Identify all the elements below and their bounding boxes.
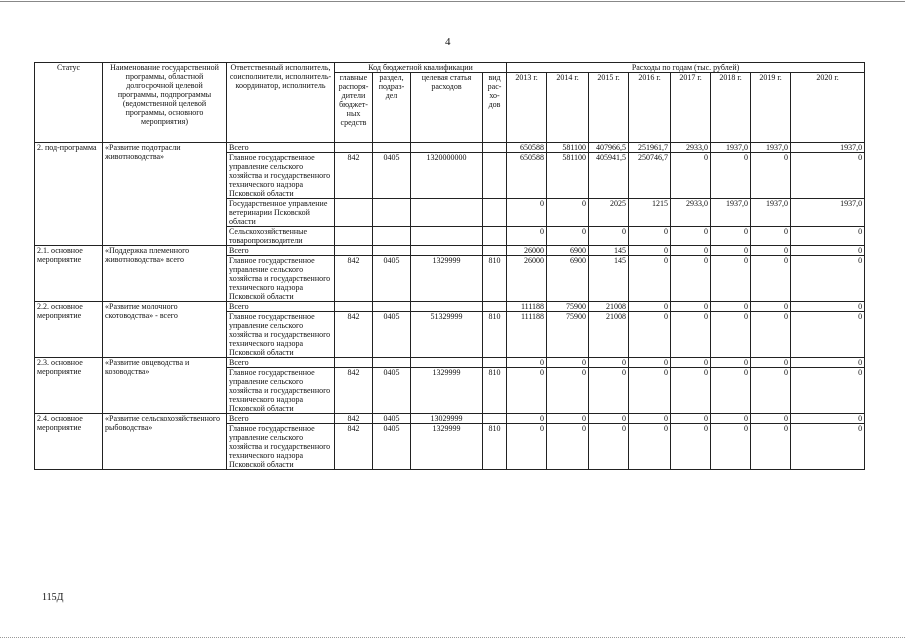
expense-value-cell: 0 xyxy=(507,424,547,470)
target-cell: 1320000000 xyxy=(411,153,483,199)
responsible-cell: Главное государственное управление сельского хозяйства и государственного технического надзора Псковской области xyxy=(227,424,335,470)
responsible-cell: Всего xyxy=(227,246,335,256)
section-cell xyxy=(373,143,411,153)
expense-value-cell: 0 xyxy=(711,358,751,368)
expense-value-cell: 0 xyxy=(589,358,629,368)
expense-value-cell: 26000 xyxy=(507,256,547,302)
header-grbs: главные распоря-дители бюджет-ных средств xyxy=(335,73,373,143)
program-name-cell: «Развитие молочного скотоводства» - всего xyxy=(103,302,227,358)
grbs-cell: 842 xyxy=(335,424,373,470)
expense-value-cell: 1937,0 xyxy=(751,199,791,227)
grbs-cell xyxy=(335,246,373,256)
type-cell: 810 xyxy=(483,312,507,358)
target-cell xyxy=(411,199,483,227)
section-cell xyxy=(373,227,411,246)
expense-value-cell: 0 xyxy=(671,414,711,424)
section-cell xyxy=(373,199,411,227)
expense-value-cell: 0 xyxy=(791,358,865,368)
target-cell: 51329999 xyxy=(411,312,483,358)
target-cell xyxy=(411,302,483,312)
expense-value-cell: 0 xyxy=(791,302,865,312)
expense-value-cell: 0 xyxy=(791,414,865,424)
status-cell: 2.1. основное мероприятие xyxy=(35,246,103,302)
expense-value-cell: 405941,5 xyxy=(589,153,629,199)
expense-value-cell: 0 xyxy=(629,256,671,302)
expense-value-cell: 0 xyxy=(547,199,589,227)
type-cell xyxy=(483,414,507,424)
status-cell: 2.4. основное мероприятие xyxy=(35,414,103,470)
expense-value-cell: 0 xyxy=(711,312,751,358)
target-cell: 1329999 xyxy=(411,256,483,302)
grbs-cell xyxy=(335,227,373,246)
footer-code: 115Д xyxy=(42,592,64,603)
expense-value-cell: 0 xyxy=(507,414,547,424)
responsible-cell: Главное государственное управление сельского хозяйства и государственного технического надзора Псковской области xyxy=(227,368,335,414)
table-row xyxy=(35,414,865,424)
expense-value-cell: 1937,0 xyxy=(751,143,791,153)
expense-value-cell: 0 xyxy=(791,227,865,246)
section-cell xyxy=(373,246,411,256)
expense-value-cell: 2933,0 xyxy=(671,199,711,227)
grbs-cell xyxy=(335,143,373,153)
expense-value-cell: 0 xyxy=(711,227,751,246)
expense-value-cell: 0 xyxy=(711,424,751,470)
expense-value-cell: 0 xyxy=(671,256,711,302)
target-cell xyxy=(411,227,483,246)
status-cell: 2.3. основное мероприятие xyxy=(35,358,103,414)
expense-value-cell: 0 xyxy=(711,414,751,424)
responsible-cell: Главное государственное управление сельского хозяйства и государственного технического надзора Псковской области xyxy=(227,256,335,302)
budget-table xyxy=(34,62,865,470)
header-year: 2017 г. xyxy=(671,73,711,143)
expense-value-cell: 0 xyxy=(507,358,547,368)
section-cell xyxy=(373,302,411,312)
type-cell: 810 xyxy=(483,256,507,302)
table-row xyxy=(35,246,865,256)
header-year: 2016 г. xyxy=(629,73,671,143)
responsible-cell: Всего xyxy=(227,358,335,368)
header-year: 2020 г. xyxy=(791,73,865,143)
header-type: вид рас-хо-дов xyxy=(483,73,507,143)
type-cell xyxy=(483,227,507,246)
table-body xyxy=(35,143,865,470)
header-responsible: Ответственный исполнитель, соисполнители, исполнитель-координатор, исполнитель xyxy=(227,63,335,143)
expense-value-cell: 0 xyxy=(711,256,751,302)
expense-value-cell: 1937,0 xyxy=(791,143,865,153)
expense-value-cell: 0 xyxy=(629,368,671,414)
status-cell: 2.2. основное мероприятие xyxy=(35,302,103,358)
type-cell xyxy=(483,199,507,227)
expense-value-cell: 0 xyxy=(589,368,629,414)
target-cell xyxy=(411,246,483,256)
expense-value-cell: 0 xyxy=(671,312,711,358)
expense-value-cell: 6900 xyxy=(547,256,589,302)
header-kbk-group: Код бюджетной квалификации xyxy=(335,63,507,73)
target-cell: 1329999 xyxy=(411,424,483,470)
target-cell xyxy=(411,143,483,153)
responsible-cell: Всего xyxy=(227,414,335,424)
expense-value-cell: 0 xyxy=(589,227,629,246)
expense-value-cell: 0 xyxy=(547,358,589,368)
header-year: 2014 г. xyxy=(547,73,589,143)
grbs-cell xyxy=(335,358,373,368)
bottom-scan-line xyxy=(0,637,905,638)
expense-value-cell: 0 xyxy=(629,246,671,256)
responsible-cell: Главное государственное управление сельского хозяйства и государственного технического надзора Псковской области xyxy=(227,153,335,199)
expense-value-cell: 21008 xyxy=(589,302,629,312)
responsible-cell: Сельскохозяйственные товаропроизводители xyxy=(227,227,335,246)
expense-value-cell: 1215 xyxy=(629,199,671,227)
responsible-cell: Всего xyxy=(227,302,335,312)
expense-value-cell: 0 xyxy=(507,368,547,414)
grbs-cell: 842 xyxy=(335,256,373,302)
expense-value-cell: 0 xyxy=(751,368,791,414)
grbs-cell xyxy=(335,302,373,312)
expense-value-cell: 145 xyxy=(589,246,629,256)
expense-value-cell: 0 xyxy=(791,312,865,358)
grbs-cell: 842 xyxy=(335,153,373,199)
grbs-cell xyxy=(335,199,373,227)
expense-value-cell: 0 xyxy=(671,358,711,368)
section-cell: 0405 xyxy=(373,312,411,358)
expense-value-cell: 6900 xyxy=(547,246,589,256)
expense-value-cell: 0 xyxy=(791,256,865,302)
expense-value-cell: 0 xyxy=(751,153,791,199)
expense-value-cell: 1937,0 xyxy=(791,199,865,227)
expense-value-cell: 0 xyxy=(629,414,671,424)
target-cell: 1329999 xyxy=(411,368,483,414)
expense-value-cell: 407966,5 xyxy=(589,143,629,153)
expense-value-cell: 650588 xyxy=(507,153,547,199)
expense-value-cell: 0 xyxy=(751,227,791,246)
type-cell xyxy=(483,143,507,153)
expense-value-cell: 0 xyxy=(751,312,791,358)
expense-value-cell: 581100 xyxy=(547,153,589,199)
expense-value-cell: 0 xyxy=(711,302,751,312)
header-target: целевая статья расходов xyxy=(411,73,483,143)
expense-value-cell: 1937,0 xyxy=(711,199,751,227)
expense-value-cell: 250746,7 xyxy=(629,153,671,199)
target-cell xyxy=(411,358,483,368)
expense-value-cell: 0 xyxy=(629,227,671,246)
expense-value-cell: 0 xyxy=(547,227,589,246)
header-name: Наименование государственной программы, областной долгосрочной целевой программы, подпрограммы (ведомственной целевой программы, основного мероприятия) xyxy=(103,63,227,143)
responsible-cell: Главное государственное управление сельского хозяйства и государственного технического надзора Псковской области xyxy=(227,312,335,358)
expense-value-cell: 0 xyxy=(629,302,671,312)
expense-value-cell: 111188 xyxy=(507,302,547,312)
expense-value-cell: 0 xyxy=(547,414,589,424)
expense-value-cell: 0 xyxy=(711,153,751,199)
expense-value-cell: 0 xyxy=(547,424,589,470)
responsible-cell: Государственное управление ветеринарии Псковской области xyxy=(227,199,335,227)
header-year: 2015 г. xyxy=(589,73,629,143)
program-name-cell: «Развитие подотрасли животноводства» xyxy=(103,143,227,246)
responsible-cell: Всего xyxy=(227,143,335,153)
page-number: 4 xyxy=(445,36,451,48)
expense-value-cell: 0 xyxy=(791,153,865,199)
expense-value-cell: 0 xyxy=(791,368,865,414)
section-cell: 0405 xyxy=(373,256,411,302)
program-name-cell: «Развитие овцеводства и козоводства» xyxy=(103,358,227,414)
expense-value-cell: 0 xyxy=(671,424,711,470)
section-cell: 0405 xyxy=(373,414,411,424)
program-name-cell: «Поддержка племенного животноводства» всего xyxy=(103,246,227,302)
section-cell: 0405 xyxy=(373,368,411,414)
expense-value-cell: 0 xyxy=(791,246,865,256)
expense-value-cell: 0 xyxy=(671,368,711,414)
table-row xyxy=(35,302,865,312)
type-cell: 810 xyxy=(483,424,507,470)
target-cell: 13029999 xyxy=(411,414,483,424)
expense-value-cell: 2025 xyxy=(589,199,629,227)
expense-value-cell: 0 xyxy=(629,424,671,470)
table-row xyxy=(35,143,865,153)
header-section: раздел, подраз-дел xyxy=(373,73,411,143)
grbs-cell: 842 xyxy=(335,312,373,358)
expense-value-cell: 75900 xyxy=(547,312,589,358)
expense-value-cell: 0 xyxy=(671,246,711,256)
expense-value-cell: 0 xyxy=(751,246,791,256)
expense-value-cell: 145 xyxy=(589,256,629,302)
header-year: 2018 г. xyxy=(711,73,751,143)
type-cell: 810 xyxy=(483,368,507,414)
expense-value-cell: 581100 xyxy=(547,143,589,153)
expense-value-cell: 0 xyxy=(791,424,865,470)
table-row xyxy=(35,358,865,368)
grbs-cell: 842 xyxy=(335,414,373,424)
expense-value-cell: 0 xyxy=(507,227,547,246)
status-cell: 2. под-программа xyxy=(35,143,103,246)
grbs-cell: 842 xyxy=(335,368,373,414)
type-cell xyxy=(483,358,507,368)
header-year: 2019 г. xyxy=(751,73,791,143)
type-cell xyxy=(483,246,507,256)
expense-value-cell: 0 xyxy=(751,424,791,470)
header-year: 2013 г. xyxy=(507,73,547,143)
type-cell xyxy=(483,302,507,312)
header-status: Статус xyxy=(35,63,103,143)
expense-value-cell: 75900 xyxy=(547,302,589,312)
expense-value-cell: 0 xyxy=(629,358,671,368)
program-name-cell: «Развитие сельскохозяйственного рыбоводства» xyxy=(103,414,227,470)
expense-value-cell: 26000 xyxy=(507,246,547,256)
section-cell xyxy=(373,358,411,368)
type-cell xyxy=(483,153,507,199)
expense-value-cell: 0 xyxy=(671,227,711,246)
expense-value-cell: 111188 xyxy=(507,312,547,358)
expense-value-cell: 1937,0 xyxy=(711,143,751,153)
expense-value-cell: 251961,7 xyxy=(629,143,671,153)
expense-value-cell: 650588 xyxy=(507,143,547,153)
expense-value-cell: 2933,0 xyxy=(671,143,711,153)
expense-value-cell: 0 xyxy=(711,246,751,256)
top-scan-line xyxy=(0,1,905,2)
expense-value-cell: 0 xyxy=(751,256,791,302)
expense-value-cell: 0 xyxy=(507,199,547,227)
section-cell: 0405 xyxy=(373,424,411,470)
section-cell: 0405 xyxy=(373,153,411,199)
expense-value-cell: 0 xyxy=(711,368,751,414)
expense-value-cell: 0 xyxy=(547,368,589,414)
expense-value-cell: 21008 xyxy=(589,312,629,358)
expense-value-cell: 0 xyxy=(751,414,791,424)
expense-value-cell: 0 xyxy=(751,302,791,312)
expense-value-cell: 0 xyxy=(671,302,711,312)
expense-value-cell: 0 xyxy=(751,358,791,368)
expense-value-cell: 0 xyxy=(671,153,711,199)
header-expenses-group: Расходы по годам (тыс. рублей) xyxy=(507,63,865,73)
expense-value-cell: 0 xyxy=(589,414,629,424)
expense-value-cell: 0 xyxy=(589,424,629,470)
expense-value-cell: 0 xyxy=(629,312,671,358)
